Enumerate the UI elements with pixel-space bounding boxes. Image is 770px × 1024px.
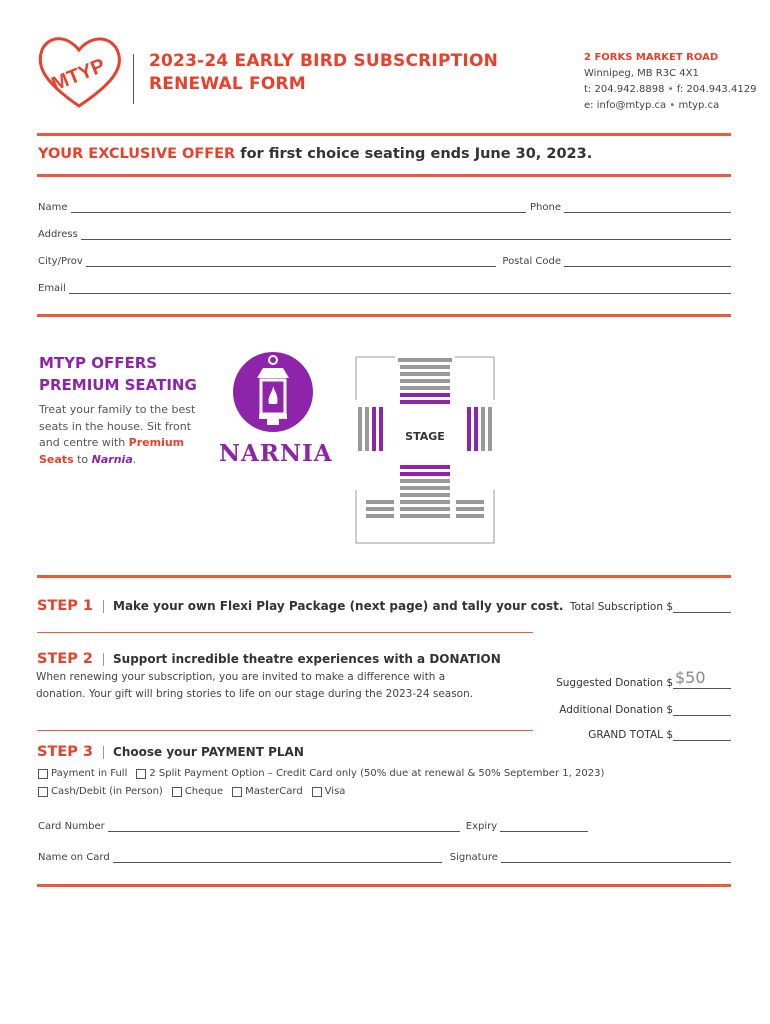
donation-line-2: donation. Your gift will bring stories to life on our stage during the 2023-24 season. bbox=[36, 688, 474, 700]
title-line-2: RENEWAL FORM bbox=[149, 74, 306, 94]
payment-options-row-1 bbox=[38, 768, 613, 779]
suggested-donation-value: $50 bbox=[675, 668, 706, 687]
option-label: Visa bbox=[324, 786, 346, 797]
donation-line-1: When renewing your subscription, you are invited to make a difference with a bbox=[36, 671, 446, 683]
bullet: • bbox=[669, 100, 676, 111]
signature-label: Signature bbox=[449, 852, 498, 863]
postal-label: Postal Code bbox=[502, 256, 561, 267]
bullet: • bbox=[667, 84, 674, 95]
divider-rule bbox=[37, 314, 731, 317]
step-separator bbox=[103, 600, 104, 613]
address-label: Address bbox=[38, 229, 78, 240]
logo-divider bbox=[133, 54, 134, 104]
signature-field[interactable] bbox=[501, 852, 731, 863]
suggested-donation-label: Suggested Donation $ bbox=[556, 677, 673, 689]
offer-line bbox=[38, 146, 592, 162]
name-on-card-field[interactable] bbox=[113, 852, 442, 863]
city-postal-row bbox=[38, 253, 731, 267]
address-field[interactable] bbox=[81, 229, 731, 240]
additional-donation bbox=[559, 703, 731, 716]
mtyp-logo bbox=[36, 30, 122, 110]
option-cheque[interactable] bbox=[172, 786, 223, 797]
suggested-donation-field[interactable] bbox=[673, 668, 731, 689]
checkbox[interactable] bbox=[232, 787, 242, 797]
step-divider bbox=[37, 632, 533, 633]
checkbox[interactable] bbox=[38, 769, 48, 779]
seating-chart bbox=[350, 355, 500, 545]
address-block bbox=[584, 50, 756, 114]
address-row bbox=[38, 226, 731, 240]
option-visa[interactable] bbox=[312, 786, 346, 797]
additional-donation-label: Additional Donation $ bbox=[559, 704, 673, 716]
offer-highlight: YOUR EXCLUSIVE OFFER bbox=[38, 146, 236, 162]
website-link[interactable]: mtyp.ca bbox=[678, 100, 720, 111]
stage-label: STAGE bbox=[405, 430, 445, 443]
address-city: Winnipeg, MB R3C 4X1 bbox=[584, 68, 699, 79]
title-line-1: 2023-24 EARLY BIRD SUBSCRIPTION bbox=[149, 51, 499, 71]
email-field[interactable] bbox=[69, 283, 731, 294]
step-divider bbox=[37, 730, 533, 731]
expiry-field[interactable] bbox=[500, 821, 588, 832]
payment-options-row-2 bbox=[38, 786, 354, 797]
address-phones bbox=[584, 82, 756, 98]
name-on-card-row bbox=[38, 849, 731, 863]
step-1 bbox=[37, 598, 563, 614]
option-label: 2 Split Payment Option – Credit Card only (50% due at renewal & 50% September 1, 2023) bbox=[149, 768, 605, 779]
option-split-payment[interactable] bbox=[136, 768, 604, 779]
promo-heading bbox=[39, 352, 197, 396]
card-number-field[interactable] bbox=[108, 821, 460, 832]
lantern-icon bbox=[233, 352, 313, 432]
name-on-card-label: Name on Card bbox=[38, 852, 110, 863]
additional-donation-field[interactable] bbox=[673, 703, 731, 716]
phone-label: Phone bbox=[530, 202, 561, 213]
divider-rule bbox=[37, 133, 731, 136]
premium-seats: Premium Seats bbox=[39, 436, 185, 466]
option-mastercard[interactable] bbox=[232, 786, 303, 797]
step-2-number: STEP 2 bbox=[37, 651, 94, 667]
grand-total bbox=[588, 728, 731, 741]
postal-field[interactable] bbox=[564, 256, 731, 267]
grand-total-field[interactable] bbox=[673, 728, 731, 741]
promo-period: . bbox=[132, 452, 137, 466]
step-3-text: Choose your PAYMENT PLAN bbox=[113, 745, 304, 759]
step-separator bbox=[103, 746, 104, 759]
city-field[interactable] bbox=[86, 256, 497, 267]
divider-rule bbox=[37, 174, 731, 177]
step-2 bbox=[37, 651, 501, 667]
city-label: City/Prov bbox=[38, 256, 83, 267]
option-label: MasterCard bbox=[245, 786, 303, 797]
card-number-label: Card Number bbox=[38, 821, 105, 832]
step-3 bbox=[37, 744, 304, 760]
promo-body: Treat your family to the best seats in the house. Sit front and centre with bbox=[39, 403, 196, 449]
page-title bbox=[149, 50, 498, 96]
name-field[interactable] bbox=[71, 202, 527, 213]
narnia-logo bbox=[219, 350, 333, 470]
option-label: Cheque bbox=[184, 786, 224, 797]
email-label: Email bbox=[38, 283, 66, 294]
suggested-donation bbox=[556, 668, 731, 689]
phone-number: t: 204.942.8898 bbox=[584, 84, 665, 95]
total-subscription-label: Total Subscription $ bbox=[569, 601, 673, 613]
total-subscription-field[interactable] bbox=[673, 600, 731, 613]
card-number-row bbox=[38, 818, 731, 832]
option-cash-debit[interactable] bbox=[38, 786, 163, 797]
promo-to: to bbox=[73, 452, 92, 466]
step-separator bbox=[103, 653, 104, 666]
divider-rule bbox=[37, 575, 731, 578]
step-2-text: Support incredible theatre experiences with a DONATION bbox=[113, 652, 501, 666]
narnia-wordmark: NARNIA bbox=[219, 440, 333, 467]
email-row bbox=[38, 280, 731, 294]
step-1-number: STEP 1 bbox=[37, 598, 94, 614]
show-name: Narnia bbox=[91, 452, 133, 466]
promo-text bbox=[39, 402, 199, 468]
divider-rule bbox=[37, 884, 731, 887]
offer-rest: for first choice seating ends June 30, 2023. bbox=[235, 146, 593, 162]
option-payment-full[interactable] bbox=[38, 768, 127, 779]
svg-text:MTYP: MTYP bbox=[48, 54, 109, 96]
address-head: 2 FORKS MARKET ROAD bbox=[584, 52, 719, 63]
option-label: Cash/Debit (in Person) bbox=[51, 786, 163, 797]
checkbox[interactable] bbox=[172, 787, 182, 797]
step-1-text: Make your own Flexi Play Package (next page) and tally your cost. bbox=[113, 599, 564, 613]
phone-field[interactable] bbox=[564, 202, 731, 213]
total-subscription bbox=[570, 600, 731, 613]
donation-description bbox=[36, 669, 473, 703]
option-label: Payment in Full bbox=[51, 768, 128, 779]
step-3-number: STEP 3 bbox=[37, 744, 94, 760]
checkbox[interactable] bbox=[38, 787, 48, 797]
address-web bbox=[584, 98, 756, 114]
expiry-label: Expiry bbox=[465, 821, 498, 832]
email-link[interactable]: e: info@mtyp.ca bbox=[584, 100, 667, 111]
checkbox[interactable] bbox=[136, 769, 146, 779]
name-phone-row bbox=[38, 199, 731, 213]
promo-heading-line-1: MTYP OFFERS bbox=[39, 354, 158, 372]
grand-total-label: GRAND TOTAL $ bbox=[588, 729, 673, 741]
promo-heading-line-2: PREMIUM SEATING bbox=[39, 376, 197, 394]
fax-number: f: 204.943.4129 bbox=[676, 84, 757, 95]
name-label: Name bbox=[38, 202, 68, 213]
checkbox[interactable] bbox=[312, 787, 322, 797]
